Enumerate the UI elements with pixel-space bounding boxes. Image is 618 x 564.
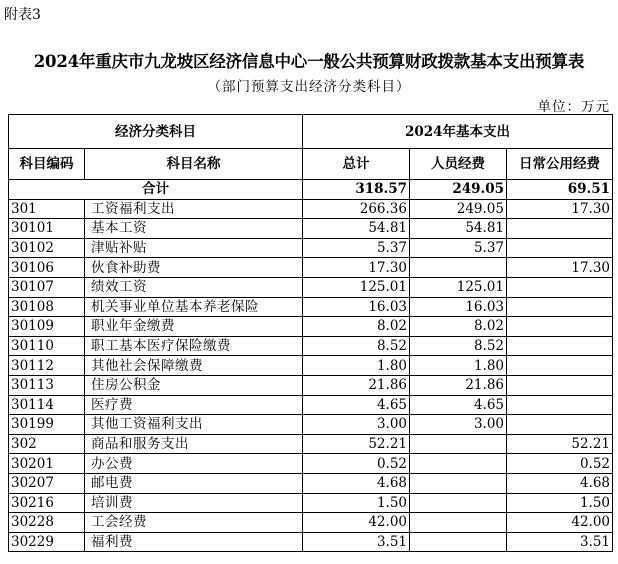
header-column-row [9, 149, 613, 180]
row-public: 17.30 [507, 199, 613, 219]
row-total: 266.36 [303, 199, 410, 219]
row-total: 0.52 [303, 454, 410, 474]
row-personnel: 8.02 [410, 317, 507, 337]
row-total: 21.86 [303, 375, 410, 395]
row-name: 医疗费 [85, 395, 303, 415]
row-public: 52.21 [507, 434, 613, 454]
row-personnel: 54.81 [410, 219, 507, 239]
row-name: 培训费 [85, 493, 303, 513]
budget-table [8, 114, 613, 552]
row-name: 办公费 [85, 454, 303, 474]
row-name: 邮电费 [85, 473, 303, 493]
header-total: 总计 [303, 149, 410, 180]
table-row [9, 336, 613, 356]
row-total: 5.37 [303, 238, 410, 258]
total-personnel: 249.05 [410, 180, 507, 200]
unit-label: 单位：万元 [537, 99, 610, 115]
row-personnel: 3.00 [410, 415, 507, 435]
table-row [9, 199, 613, 219]
total-row [9, 180, 613, 200]
header-basic-expenditure: 2024年基本支出 [303, 115, 613, 149]
row-public [507, 415, 613, 435]
row-name: 职工基本医疗保险缴费 [85, 336, 303, 356]
row-total: 4.68 [303, 473, 410, 493]
header-group-row [9, 115, 613, 149]
row-name: 职业年金缴费 [85, 317, 303, 337]
row-personnel [410, 258, 507, 278]
table-row [9, 513, 613, 533]
row-total: 52.21 [303, 434, 410, 454]
row-code: 30102 [9, 238, 85, 258]
row-public [507, 395, 613, 415]
attachment-label: 附表3 [4, 7, 41, 23]
page-subtitle: （部门预算支出经济分类科目） [207, 79, 411, 95]
table-row [9, 532, 613, 552]
table-row [9, 395, 613, 415]
row-code: 30108 [9, 297, 85, 317]
row-total: 3.00 [303, 415, 410, 435]
total-label: 合计 [9, 180, 303, 200]
row-public: 42.00 [507, 513, 613, 533]
row-personnel [410, 434, 507, 454]
row-code: 30107 [9, 277, 85, 297]
row-code: 302 [9, 434, 85, 454]
total-public: 69.51 [507, 180, 613, 200]
row-total: 125.01 [303, 277, 410, 297]
row-personnel [410, 473, 507, 493]
row-name: 住房公积金 [85, 375, 303, 395]
table-row [9, 219, 613, 239]
row-code: 30228 [9, 513, 85, 533]
row-personnel [410, 454, 507, 474]
row-total: 4.65 [303, 395, 410, 415]
total-sum: 318.57 [303, 180, 410, 200]
row-total: 8.02 [303, 317, 410, 337]
table-row [9, 434, 613, 454]
row-name: 津贴补贴 [85, 238, 303, 258]
table-row [9, 493, 613, 513]
row-total: 1.50 [303, 493, 410, 513]
row-personnel: 249.05 [410, 199, 507, 219]
row-personnel: 125.01 [410, 277, 507, 297]
row-public: 0.52 [507, 454, 613, 474]
row-personnel: 21.86 [410, 375, 507, 395]
page-title: 2024年重庆市九龙坡区经济信息中心一般公共预算财政拨款基本支出预算表 [33, 52, 585, 71]
row-public [507, 238, 613, 258]
row-total: 1.80 [303, 356, 410, 376]
row-personnel [410, 532, 507, 552]
table-row [9, 473, 613, 493]
row-code: 301 [9, 199, 85, 219]
table-row [9, 238, 613, 258]
row-personnel: 1.80 [410, 356, 507, 376]
row-public [507, 356, 613, 376]
row-personnel: 16.03 [410, 297, 507, 317]
row-name: 工资福利支出 [85, 199, 303, 219]
row-code: 30114 [9, 395, 85, 415]
row-personnel: 5.37 [410, 238, 507, 258]
header-economic-category: 经济分类科目 [9, 115, 303, 149]
row-code: 30110 [9, 336, 85, 356]
row-code: 30199 [9, 415, 85, 435]
row-code: 30229 [9, 532, 85, 552]
row-public [507, 336, 613, 356]
row-total: 8.52 [303, 336, 410, 356]
header-personnel: 人员经费 [410, 149, 507, 180]
header-public: 日常公用经费 [507, 149, 613, 180]
row-name: 工会经费 [85, 513, 303, 533]
table-row [9, 258, 613, 278]
row-public: 4.68 [507, 473, 613, 493]
row-public [507, 317, 613, 337]
row-code: 30109 [9, 317, 85, 337]
row-name: 绩效工资 [85, 277, 303, 297]
row-public: 3.51 [507, 532, 613, 552]
row-name: 基本工资 [85, 219, 303, 239]
row-name: 福利费 [85, 532, 303, 552]
row-name: 机关事业单位基本养老保险 [85, 297, 303, 317]
row-public [507, 375, 613, 395]
row-public [507, 277, 613, 297]
row-personnel [410, 493, 507, 513]
row-code: 30216 [9, 493, 85, 513]
row-total: 42.00 [303, 513, 410, 533]
table-row [9, 297, 613, 317]
row-code: 30112 [9, 356, 85, 376]
row-name: 其他社会保障缴费 [85, 356, 303, 376]
table-row [9, 277, 613, 297]
row-public: 17.30 [507, 258, 613, 278]
header-name: 科目名称 [85, 149, 303, 180]
row-code: 30106 [9, 258, 85, 278]
table-row [9, 317, 613, 337]
row-public [507, 297, 613, 317]
table-row [9, 375, 613, 395]
row-name: 其他工资福利支出 [85, 415, 303, 435]
row-name: 商品和服务支出 [85, 434, 303, 454]
row-code: 30207 [9, 473, 85, 493]
row-public [507, 219, 613, 239]
row-personnel: 4.65 [410, 395, 507, 415]
table-row [9, 454, 613, 474]
table-row [9, 415, 613, 435]
row-total: 16.03 [303, 297, 410, 317]
row-total: 3.51 [303, 532, 410, 552]
row-code: 30101 [9, 219, 85, 239]
row-total: 54.81 [303, 219, 410, 239]
table-row [9, 356, 613, 376]
row-code: 30113 [9, 375, 85, 395]
row-public: 1.50 [507, 493, 613, 513]
row-code: 30201 [9, 454, 85, 474]
row-name: 伙食补助费 [85, 258, 303, 278]
row-total: 17.30 [303, 258, 410, 278]
header-code: 科目编码 [9, 149, 85, 180]
row-personnel [410, 513, 507, 533]
row-personnel: 8.52 [410, 336, 507, 356]
